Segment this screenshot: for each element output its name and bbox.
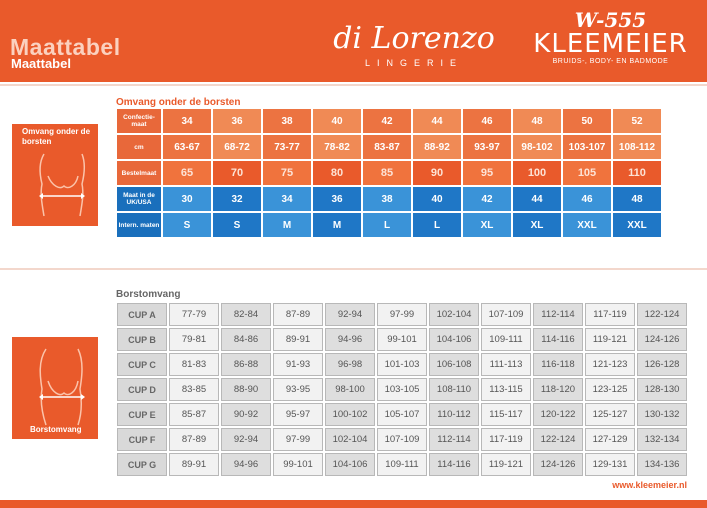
table-cell: 81-83: [169, 353, 219, 376]
di-lorenzo-script: di Lorenzo: [333, 21, 495, 56]
table-cell: 73-77: [263, 135, 311, 159]
bottom-bar: [0, 500, 707, 508]
table-cell: 129-131: [585, 453, 635, 476]
table-cell: 89-91: [273, 328, 323, 351]
table-cell: 107-109: [481, 303, 531, 326]
row-header: CUP C: [117, 353, 167, 376]
table-cell: 94-96: [325, 328, 375, 351]
table-cell: 48: [513, 109, 561, 133]
table-cell: 90: [413, 161, 461, 185]
table-cell: XL: [463, 213, 511, 237]
kleemeier-mark: W-555: [574, 8, 647, 32]
table-cell: 101-103: [377, 353, 427, 376]
table-cell: M: [313, 213, 361, 237]
table-cell: 83-87: [363, 135, 411, 159]
table-cell: 42: [363, 109, 411, 133]
table-cell: 46: [463, 109, 511, 133]
table-cell: 44: [513, 187, 561, 211]
table-cell: 30: [163, 187, 211, 211]
row-header: CUP A: [117, 303, 167, 326]
row-header: Bestelmaat: [117, 161, 161, 185]
table-cell: 109-111: [481, 328, 531, 351]
table-cell: 93-95: [273, 378, 323, 401]
table-cell: 80: [313, 161, 361, 185]
table-cell: 87-89: [273, 303, 323, 326]
row-header: CUP E: [117, 403, 167, 426]
table-cell: 70: [213, 161, 261, 185]
table-row: [117, 353, 687, 376]
lingerie-label: LINGERIE: [364, 58, 463, 68]
table-cell: 91-93: [273, 353, 323, 376]
table-cell: 75: [263, 161, 311, 185]
table-cell: 114-116: [533, 328, 583, 351]
table-cell: XL: [513, 213, 561, 237]
table-cell: 88-90: [221, 378, 271, 401]
bust-side-label: Borstomvang: [30, 425, 82, 434]
table-cell: 92-94: [325, 303, 375, 326]
table-cell: 38: [263, 109, 311, 133]
divider: [0, 268, 707, 270]
table-cell: 108-112: [613, 135, 661, 159]
table-cell: 120-122: [533, 403, 583, 426]
table-row: [117, 109, 661, 133]
table-cell: 44: [413, 109, 461, 133]
table-row: [117, 378, 687, 401]
table-cell: 116-118: [533, 353, 583, 376]
table-cell: 102-104: [325, 428, 375, 451]
page-title: Maattabel: [10, 34, 121, 60]
table-cell: 46: [563, 187, 611, 211]
table-cell: M: [263, 213, 311, 237]
table-cell: 82-84: [221, 303, 271, 326]
row-header: CUP G: [117, 453, 167, 476]
table-cell: 103-105: [377, 378, 427, 401]
table-cell: 40: [413, 187, 461, 211]
underbust-illustration: [12, 124, 98, 226]
table-cell: 134-136: [637, 453, 687, 476]
table-cell: 132-134: [637, 428, 687, 451]
table-cell: 115-117: [481, 403, 531, 426]
table-cell: 77-79: [169, 303, 219, 326]
table-cell: L: [413, 213, 461, 237]
table-row: [117, 403, 687, 426]
table-row: [117, 213, 661, 237]
table-cell: 89-91: [169, 453, 219, 476]
table-cell: S: [213, 213, 261, 237]
table-cell: 105-107: [377, 403, 427, 426]
table-cell: 110: [613, 161, 661, 185]
table-cell: 123-125: [585, 378, 635, 401]
table-row: [117, 303, 687, 326]
bust-section-title: Borstomvang: [116, 289, 181, 300]
row-header: Confectie-maat: [117, 109, 161, 133]
table-cell: 92-94: [221, 428, 271, 451]
table-cell: 36: [213, 109, 261, 133]
torso-bust-icon: [12, 337, 98, 439]
table-cell: 100-102: [325, 403, 375, 426]
table-cell: 32: [213, 187, 261, 211]
table-cell: 128-130: [637, 378, 687, 401]
table-cell: 117-119: [481, 428, 531, 451]
bust-table: [115, 301, 689, 478]
table-cell: 99-101: [273, 453, 323, 476]
table-cell: 119-121: [585, 328, 635, 351]
table-cell: 113-115: [481, 378, 531, 401]
kleemeier-logo: [528, 10, 693, 65]
table-cell: 95: [463, 161, 511, 185]
table-cell: 104-106: [429, 328, 479, 351]
table-cell: 98-102: [513, 135, 561, 159]
table-cell: 96-98: [325, 353, 375, 376]
table-row: [117, 161, 661, 185]
page-subtitle: Maattabel: [11, 56, 71, 71]
table-cell: L: [363, 213, 411, 237]
table-cell: 100: [513, 161, 561, 185]
table-cell: 88-92: [413, 135, 461, 159]
table-cell: 36: [313, 187, 361, 211]
torso-underbust-icon: [12, 124, 98, 226]
table-row: [117, 328, 687, 351]
table-cell: 130-132: [637, 403, 687, 426]
table-cell: 124-126: [637, 328, 687, 351]
table-row: [117, 187, 661, 211]
table-cell: 119-121: [481, 453, 531, 476]
table-cell: 85: [363, 161, 411, 185]
row-header: cm: [117, 135, 161, 159]
table-cell: 34: [163, 109, 211, 133]
table-cell: 97-99: [377, 303, 427, 326]
table-cell: XXL: [613, 213, 661, 237]
table-cell: 34: [263, 187, 311, 211]
table-cell: 104-106: [325, 453, 375, 476]
underbust-table: [115, 107, 663, 239]
table-cell: 42: [463, 187, 511, 211]
table-cell: 84-86: [221, 328, 271, 351]
table-cell: 65: [163, 161, 211, 185]
bust-illustration: [12, 337, 98, 439]
table-cell: 102-104: [429, 303, 479, 326]
table-cell: 125-127: [585, 403, 635, 426]
table-cell: 117-119: [585, 303, 635, 326]
table-cell: 107-109: [377, 428, 427, 451]
table-cell: 98-100: [325, 378, 375, 401]
table-cell: 38: [363, 187, 411, 211]
table-cell: 110-112: [429, 403, 479, 426]
table-cell: 93-97: [463, 135, 511, 159]
table-cell: 50: [563, 109, 611, 133]
table-cell: 105: [563, 161, 611, 185]
table-cell: S: [163, 213, 211, 237]
table-cell: 78-82: [313, 135, 361, 159]
table-cell: 85-87: [169, 403, 219, 426]
table-row: [117, 453, 687, 476]
table-cell: 48: [613, 187, 661, 211]
table-cell: 109-111: [377, 453, 427, 476]
header-bar: [0, 0, 707, 82]
kleemeier-name: KLEEMEIER: [533, 29, 688, 59]
table-cell: 121-123: [585, 353, 635, 376]
underbust-side-label: Omvang onder de borsten: [22, 127, 91, 146]
table-cell: 79-81: [169, 328, 219, 351]
table-cell: 103-107: [563, 135, 611, 159]
row-header: CUP B: [117, 328, 167, 351]
table-cell: 112-114: [533, 303, 583, 326]
di-lorenzo-logo: [328, 21, 500, 68]
table-cell: 52: [613, 109, 661, 133]
kleemeier-tagline: BRUIDS-, BODY- EN BADMODE: [552, 58, 669, 65]
table-cell: 112-114: [429, 428, 479, 451]
table-cell: 83-85: [169, 378, 219, 401]
table-cell: 86-88: [221, 353, 271, 376]
row-header: CUP F: [117, 428, 167, 451]
table-cell: 40: [313, 109, 361, 133]
table-cell: 122-124: [533, 428, 583, 451]
row-header: Intern. maten: [117, 213, 161, 237]
table-cell: 126-128: [637, 353, 687, 376]
table-cell: 106-108: [429, 353, 479, 376]
table-cell: 63-67: [163, 135, 211, 159]
table-cell: 122-124: [637, 303, 687, 326]
table-cell: 124-126: [533, 453, 583, 476]
table-row: [117, 135, 661, 159]
website-link[interactable]: www.kleemeier.nl: [612, 480, 687, 490]
divider: [0, 84, 707, 86]
table-cell: 108-110: [429, 378, 479, 401]
table-cell: 127-129: [585, 428, 635, 451]
table-cell: 114-116: [429, 453, 479, 476]
table-cell: 99-101: [377, 328, 427, 351]
table-row: [117, 428, 687, 451]
table-cell: 111-113: [481, 353, 531, 376]
row-header: Maat in de UK/USA: [117, 187, 161, 211]
table-cell: 90-92: [221, 403, 271, 426]
table-cell: 87-89: [169, 428, 219, 451]
table-cell: XXL: [563, 213, 611, 237]
table-cell: 95-97: [273, 403, 323, 426]
table-cell: 118-120: [533, 378, 583, 401]
row-header: CUP D: [117, 378, 167, 401]
table-cell: 94-96: [221, 453, 271, 476]
underbust-section-title: Omvang onder de borsten: [116, 97, 241, 108]
table-cell: 68-72: [213, 135, 261, 159]
table-cell: 97-99: [273, 428, 323, 451]
